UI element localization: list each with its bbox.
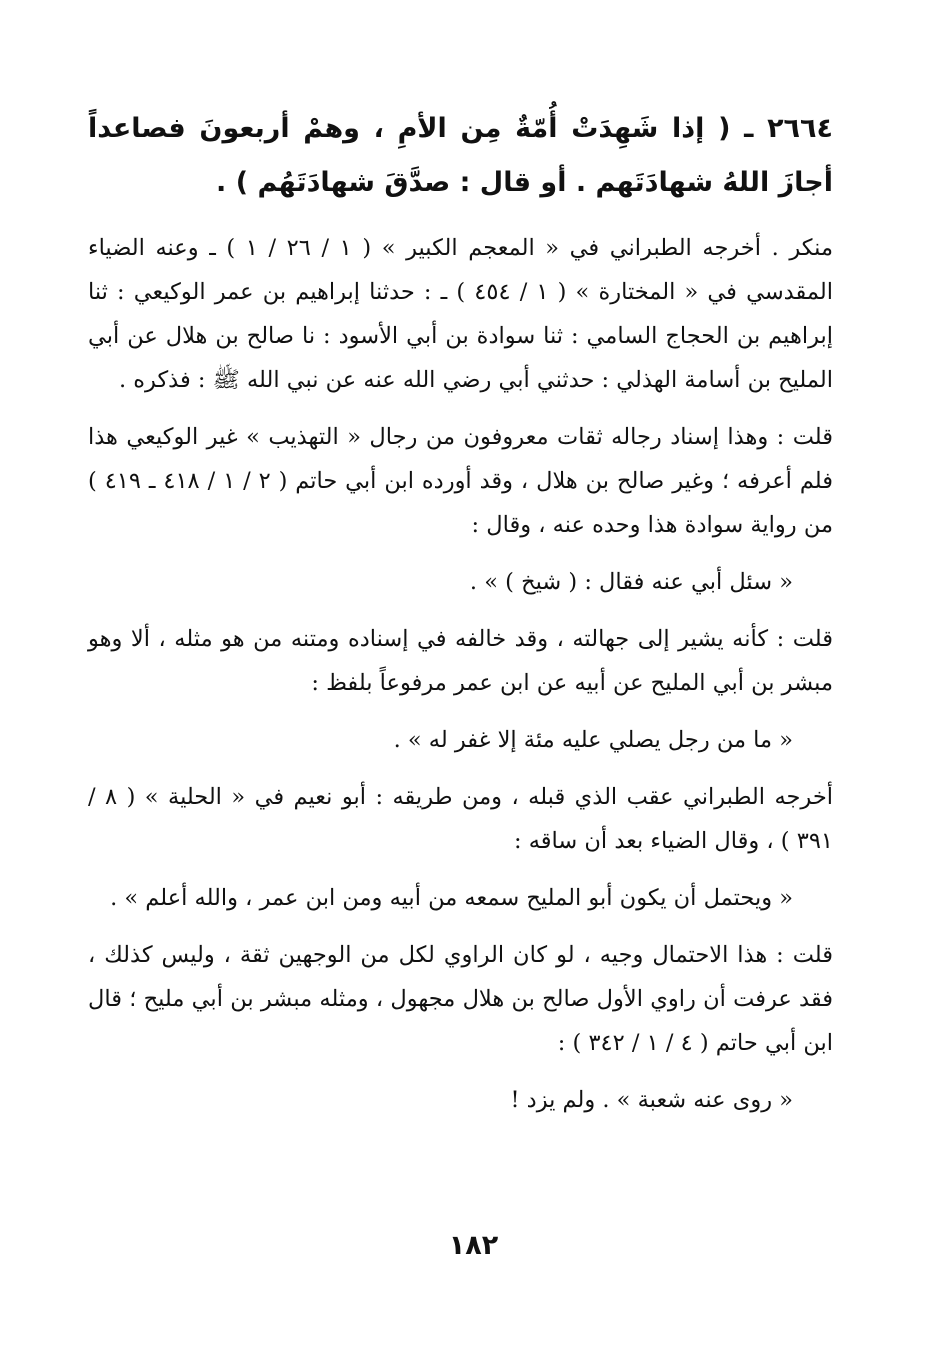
conclusion-paragraph: قلت : هذا الاحتمال وجيه ، لو كان الراوي لكل من الوجهين ثقة ، وليس كذلك ، فقد عرفت أن راوي الأول صالح بن هلال مجهول ، ومثله مبشر بن أبي مليح ؛ قال ابن أبي حاتم ( ٤ / ١ / ٣٤٢ ) : <box>88 942 833 1056</box>
text-column <box>88 102 833 1135</box>
hilya-paragraph: أخرجه الطبراني عقب الذي قبله ، ومن طريقه : أبو نعيم في « الحلية » ( ٨ / ٣٩١ ) ، وقال الضياء بعد أن ساقه : <box>88 784 834 854</box>
isnad-comment-paragraph: قلت : وهذا إسناد رجاله ثقات معروفون من رجال « التهذيب » غير الوكيعي هذا فلم أعرفه ؛ وغير صالح بن هلال ، وقد أورده ابن أبي حاتم ( ٢ / ١ / ٤١٨ ـ ٤١٩ ) من رواية سوادة هذا وحده عنه ، وقال : <box>88 424 834 538</box>
quote-matn: « ما من رجل يصلي عليه مئة إلا غفر له » . <box>393 727 793 753</box>
opposition-paragraph: قلت : كأنه يشير إلى جهالته ، وقد خالفه في إسناده ومتنه من هو مثله ، ألا وهو مبشر بن أبي المليح عن أبيه عن ابن عمر مرفوعاً بلفظ : <box>88 626 833 696</box>
hadith-heading: ٢٦٦٤ ـ ( إذا شَهِدَتْ أُمّةٌ مِن الأمِ ، وهمْ أربعونَ فصاعداً أجازَ اللهُ شهادَتَهم . أو قال : صدَّقَ شهادَتَهُم ) . <box>88 113 833 198</box>
quote-diya: « ويحتمل أن يكون أبو المليح سمعه من أبيه ومن ابن عمر ، والله أعلم » . <box>110 885 793 911</box>
page-number: ١٨٢ <box>448 1230 499 1261</box>
quote-shuba: « روى عنه شعبة » . ولم يزد ! <box>510 1087 793 1113</box>
quote-abu-hatim: « سئل أبي عنه فقال : ( شيخ ) » . <box>469 569 793 595</box>
takhrij-paragraph: منكر . أخرجه الطبراني في « المعجم الكبير » ( ١ / ٢٦ / ١ ) ـ وعنه الضياء المقدسي في « المختارة » ( ١ / ٤٥٤ ) ـ : حدثنا إبراهيم بن عمر الوكيعي : ثنا إبراهيم بن الحجاج السامي : ثنا سوادة بن أبي الأسود : نا صالح بن هلال عن أبي المليح بن أسامة الهذلي : حدثني أبي رضي الله عنه عن نبي الله ﷺ : فذكره . <box>88 235 834 393</box>
